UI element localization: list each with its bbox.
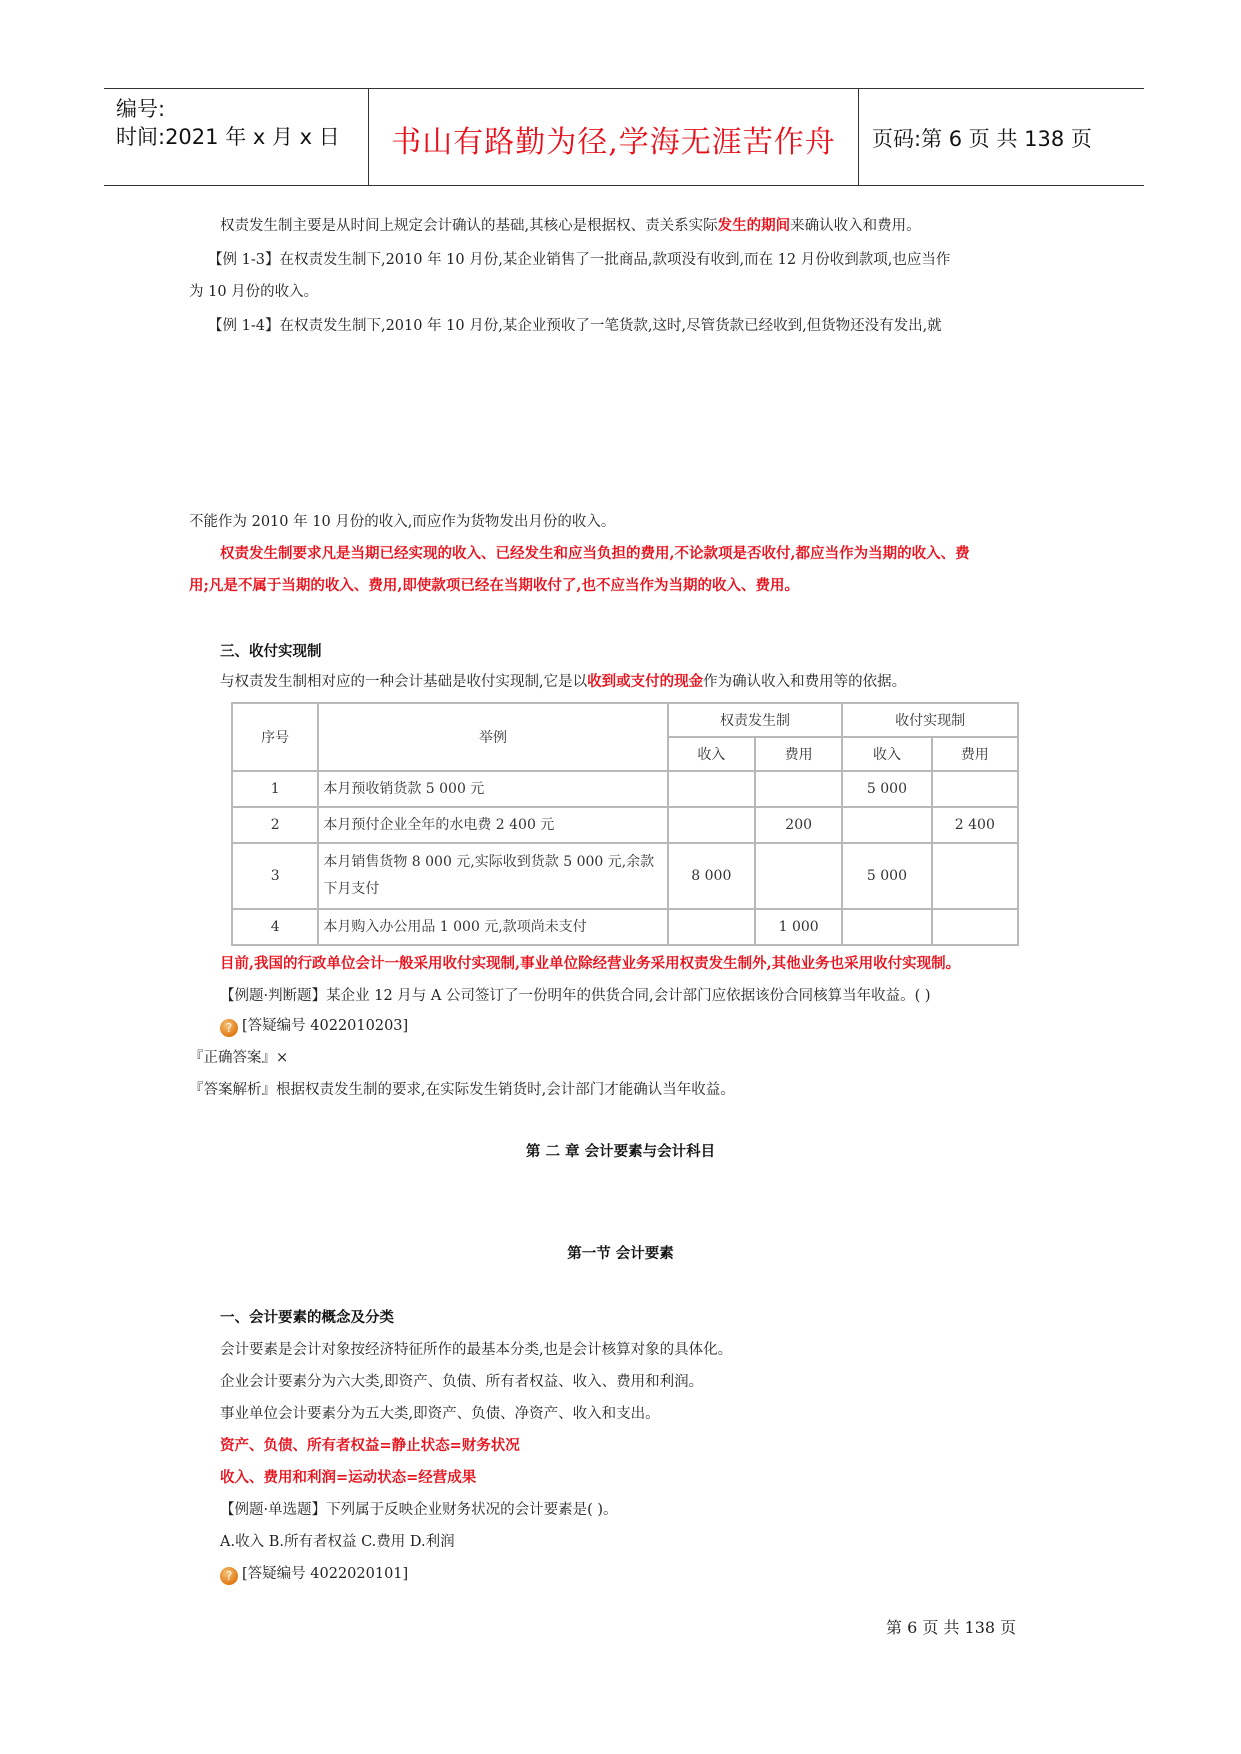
header-left-cell [104,89,368,185]
row-no: 4 [232,909,318,945]
chapter-title: 第 二 章 会计要素与会计科目 [525,1143,716,1160]
question-2-ref-text: [答疑编号 4022020101] [242,1566,409,1582]
header-center-cell [368,89,859,185]
accrual-definition [220,216,921,236]
row-cash-income: 5 000 [842,843,931,909]
header-accrual-expense: 费用 [755,737,842,771]
number-label: 编号: [116,97,166,121]
definition-2: 企业会计要素分为六大类,即资产、负债、所有者权益、收入、费用和利润。 [220,1374,704,1390]
header-no: 序号 [232,703,318,771]
accrual-rule-line1: 权责发生制要求凡是当期已经实现的收入、已经发生和应当负担的费用,不论款项是否收付,都应当作为当期的收入、费 [220,545,970,562]
header-cash-expense: 费用 [932,737,1018,771]
header-cash-income: 收入 [842,737,931,771]
accrual-definition-a: 权责发生制主要是从时间上规定会计确认的基础,其核心是根据权、责关系实际 [220,218,718,234]
row-no: 2 [232,807,318,843]
row-no: 3 [232,843,318,909]
page-code: 页码:第 6 页 共 138 页 [872,127,1092,151]
row-cash-expense: 2 400 [932,807,1018,843]
help-icon[interactable]: ? [220,1567,238,1585]
header-accrual: 权责发生制 [668,703,843,737]
header-cash: 收付实现制 [842,703,1018,737]
question-2-options: A.收入 B.所有者权益 C.费用 D.利润 [220,1534,455,1550]
question-2: 【例题·单选题】下列属于反映企业财务状况的会计要素是( )。 [220,1502,618,1518]
row-accrual-expense: 200 [755,807,842,843]
time-label: 时间:2021 年 x 月 x 日 [116,125,340,149]
row-no: 1 [232,771,318,807]
row-cash-expense [932,843,1018,909]
equation-financial-position: 资产、负债、所有者权益=静止状态=财务状况 [220,1437,520,1454]
row-cash-expense [932,909,1018,945]
example-1-4-line1: 【例 1-4】在权责发生制下,2010 年 10 月份,某企业预收了一笔货款,这时,尽管货款已经收到,但货物还没有发出,就 [208,318,942,334]
table-header-row [232,703,1018,737]
table-row [232,807,1018,843]
motto: 书山有路勤为径,学海无涯苦作舟 [391,125,836,160]
example-1-4-line2: 不能作为 2010 年 10 月份的收入,而应作为货物发出月份的收入。 [189,514,616,530]
question-1-analysis: 『答案解析』根据权责发生制的要求,在实际发生销货时,会计部门才能确认当年收益。 [189,1082,735,1098]
row-cash-expense [932,771,1018,807]
row-example: 本月预收销货款 5 000 元 [318,771,667,807]
section-title: 第一节 会计要素 [567,1245,674,1262]
example-1-3-line2: 为 10 月份的收入。 [189,284,319,300]
accrual-definition-b: 来确认收入和费用。 [790,218,921,234]
question-1-ref-text: [答疑编号 4022010203] [242,1018,409,1034]
equation-operating-results: 收入、费用和利润=运动状态=经营成果 [220,1469,477,1486]
section3-intro-a: 与权责发生制相对应的一种会计基础是收付实现制,它是以 [220,674,588,690]
table-row [232,909,1018,945]
question-1: 【例题·判断题】某企业 12 月与 A 公司签订了一份明年的供货合同,会计部门应依据该份合同核算当年收益。( ) [220,988,931,1004]
definition-1: 会计要素是会计对象按经济特征所作的最基本分类,也是会计核算对象的具体化。 [220,1342,733,1358]
row-accrual-expense [755,771,842,807]
row-example: 本月销售货物 8 000 元,实际收到货款 5 000 元,余款下月支付 [318,843,667,909]
question-1-reference[interactable] [220,1016,408,1037]
header-example: 举例 [318,703,667,771]
help-icon[interactable]: ? [220,1019,238,1037]
row-cash-income [842,909,931,945]
row-cash-income: 5 000 [842,771,931,807]
table-row [232,843,1018,909]
page-footer: 第 6 页 共 138 页 [886,1618,1017,1637]
section3-title: 三、收付实现制 [220,643,322,660]
row-accrual-expense: 1 000 [755,909,842,945]
row-example: 本月预付企业全年的水电费 2 400 元 [318,807,667,843]
question-1-answer: 『正确答案』× [189,1050,289,1066]
header-accrual-income: 收入 [668,737,755,771]
accrual-rule-line2: 用;凡是不属于当期的收入、费用,即使款项已经在当期收付了,也不应当作为当期的收入、费用。 [189,577,799,594]
row-accrual-income [668,909,755,945]
section3-intro-highlight: 收到或支付的现金 [587,673,704,690]
example-1-3-line1: 【例 1-3】在权责发生制下,2010 年 10 月份,某企业销售了一批商品,款项没有收到,而在 12 月份收到款项,也应当作 [208,252,951,268]
section3-intro-b: 作为确认收入和费用等的依据。 [703,674,907,690]
definition-3: 事业单位会计要素分为五大类,即资产、负债、净资产、收入和支出。 [220,1406,660,1422]
page-header [104,88,1144,186]
comparison-table [231,702,1019,946]
row-accrual-income: 8 000 [668,843,755,909]
subsection-1-title: 一、会计要素的概念及分类 [220,1309,394,1326]
current-practice-note: 目前,我国的行政单位会计一般采用收付实现制,事业单位除经营业务采用权责发生制外,其他业务也采用收付实现制。 [220,955,961,972]
row-cash-income [842,807,931,843]
accrual-definition-highlight: 发生的期间 [717,217,791,234]
row-accrual-expense [755,843,842,909]
row-accrual-income [668,771,755,807]
row-accrual-income [668,807,755,843]
table-row [232,771,1018,807]
header-right-cell [858,89,1144,185]
row-example: 本月购入办公用品 1 000 元,款项尚未支付 [318,909,667,945]
question-2-reference[interactable] [220,1564,408,1585]
section3-intro [220,672,906,692]
